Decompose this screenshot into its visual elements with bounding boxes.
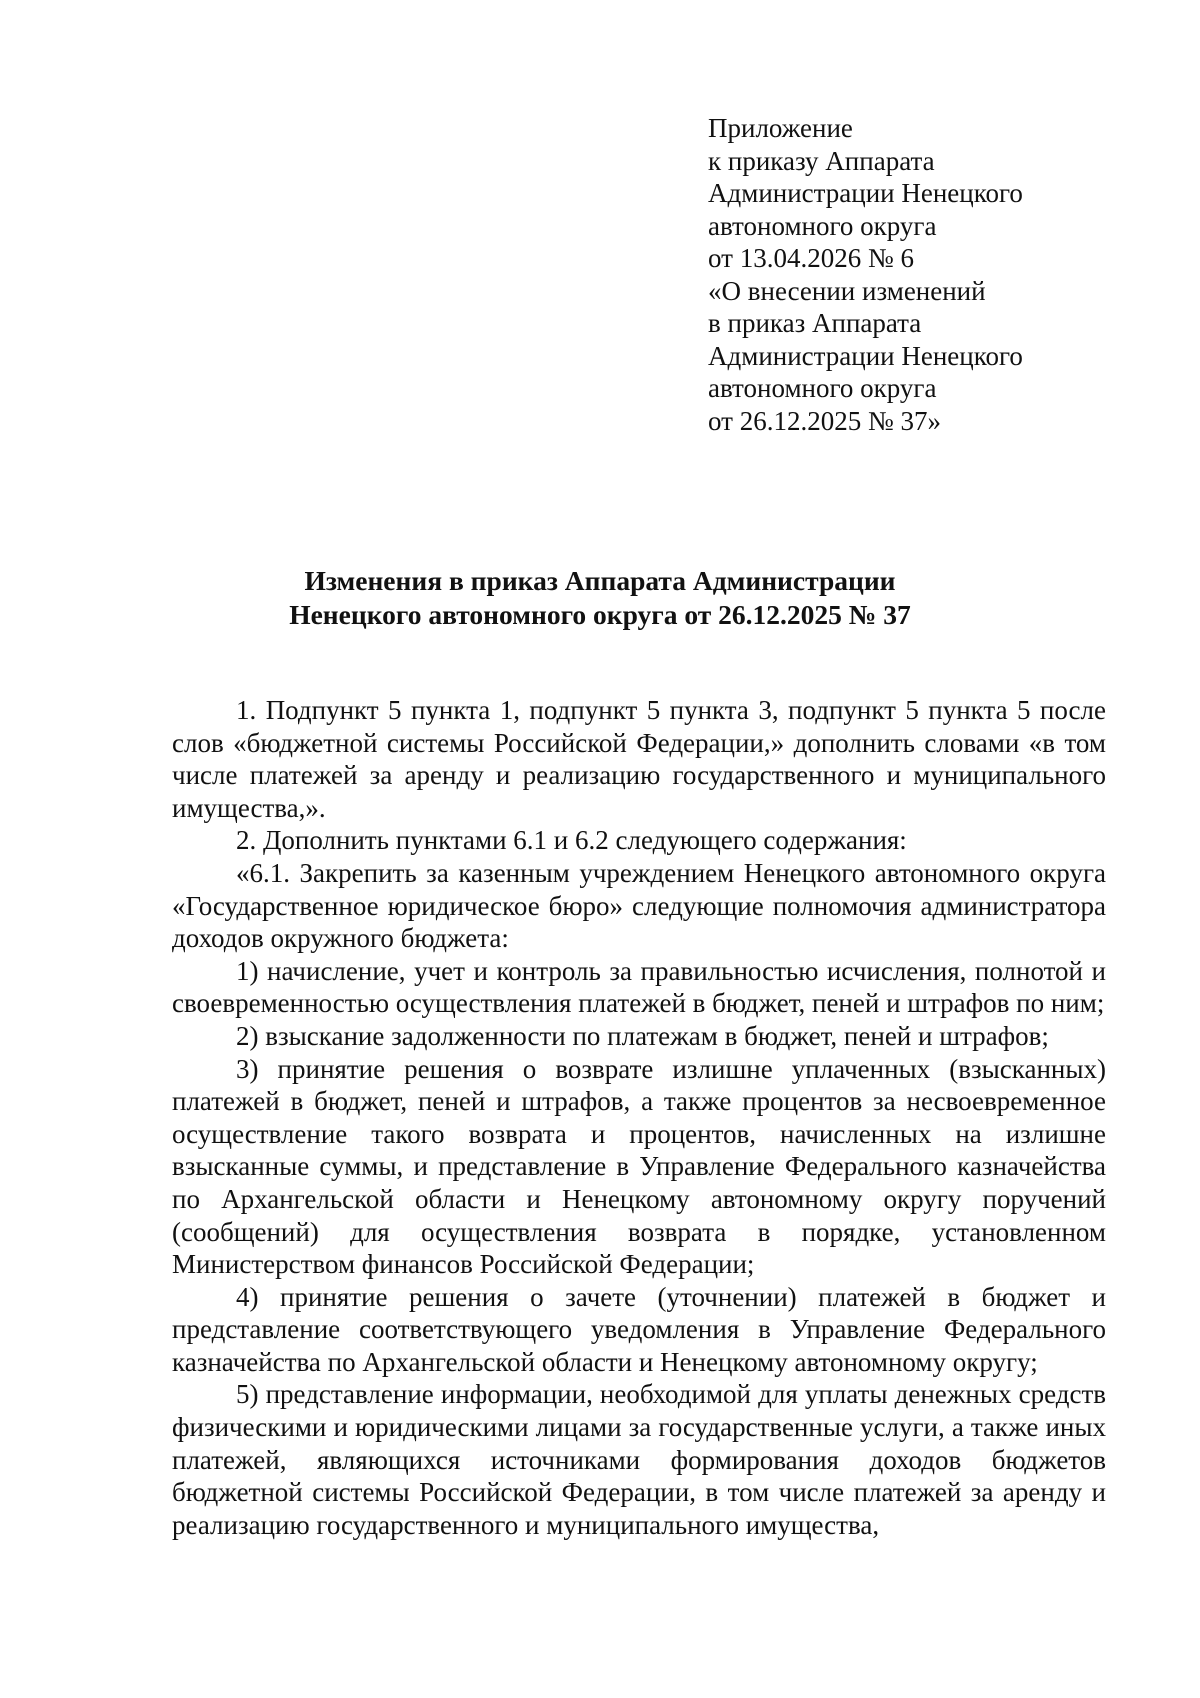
paragraph-8: 5) представление информации, необходимой для уплаты денежных средств физическими и юридическими лицами за государственные услуги, а также иных платежей, являющихся источниками формирования доходов бюджетов бюджетной системы Российской Федерации, в том числе платежей за аренду и реализацию государственного и муниципального имущества,: [172, 1379, 1106, 1540]
appendix-line-2: к приказу Аппарата: [708, 145, 935, 176]
appendix-line-9: автономного округа: [708, 373, 937, 403]
paragraph-7: 4) принятие решения о зачете (уточнении) платежей в бюджет и представление соответствующего уведомления в Управление Федерального казначейства по Архангельской области и Ненецкому автономному округу;: [172, 1281, 1106, 1377]
appendix-line-3: Администрации Ненецкого: [708, 178, 1023, 208]
title-line-2: Ненецкого автономного округа от 26.12.2025 № 37: [289, 599, 911, 630]
appendix-line-10: от 26.12.2025 № 37»: [708, 405, 941, 436]
appendix-line-5: от 13.04.2026 № 6: [708, 243, 914, 273]
document-title: [150, 564, 1050, 632]
appendix-line-4: автономного округа: [708, 210, 937, 241]
paragraph-1: 1. Подпункт 5 пункта 1, подпункт 5 пункта 3, подпункт 5 пункта 5 после слов «бюджетной системы Российской Федерации,» дополнить словами «в том числе платежей за аренду и реализацию государственного и муниципального имущества,».: [172, 695, 1106, 823]
appendix-line-6: «О внесении изменений: [708, 275, 986, 306]
paragraph-4: 1) начисление, учет и контроль за правильностью исчисления, полнотой и своевременностью осуществления платежей в бюджет, пеней и штрафов по ним;: [172, 955, 1106, 1019]
title-line-1: Изменения в приказ Аппарата Администрации: [304, 565, 896, 596]
document-body: [172, 694, 1106, 1541]
paragraph-3: «6.1. Закрепить за казенным учреждением Ненецкого автономного округа «Государственное юридическое бюро» следующие полномочия администратора доходов окружного бюджета:: [172, 857, 1106, 954]
paragraph-6: 3) принятие решения о возврате излишне уплаченных (взысканных) платежей в бюджет, пеней и штрафов, а также процентов за несвоевременное осуществление такого возврата и процентов, начисленных на излишне взысканные суммы, и представление в Управление Федерального казначейства по Архангельской области и Ненецкому автономному округу поручений (сообщений) для осуществления возврата в порядке, установленном Министерством финансов Российской Федерации;: [172, 1053, 1106, 1280]
appendix-line-7: в приказ Аппарата: [708, 308, 922, 338]
paragraph-2: 2. Дополнить пунктами 6.1 и 6.2 следующего содержания:: [236, 825, 907, 856]
appendix-line-1: Приложение: [708, 113, 853, 143]
appendix-line-8: Администрации Ненецкого: [708, 340, 1023, 371]
paragraph-5: 2) взыскание задолженности по платежам в бюджет, пеней и штрафов;: [236, 1020, 1049, 1051]
appendix-block: [708, 112, 1148, 437]
